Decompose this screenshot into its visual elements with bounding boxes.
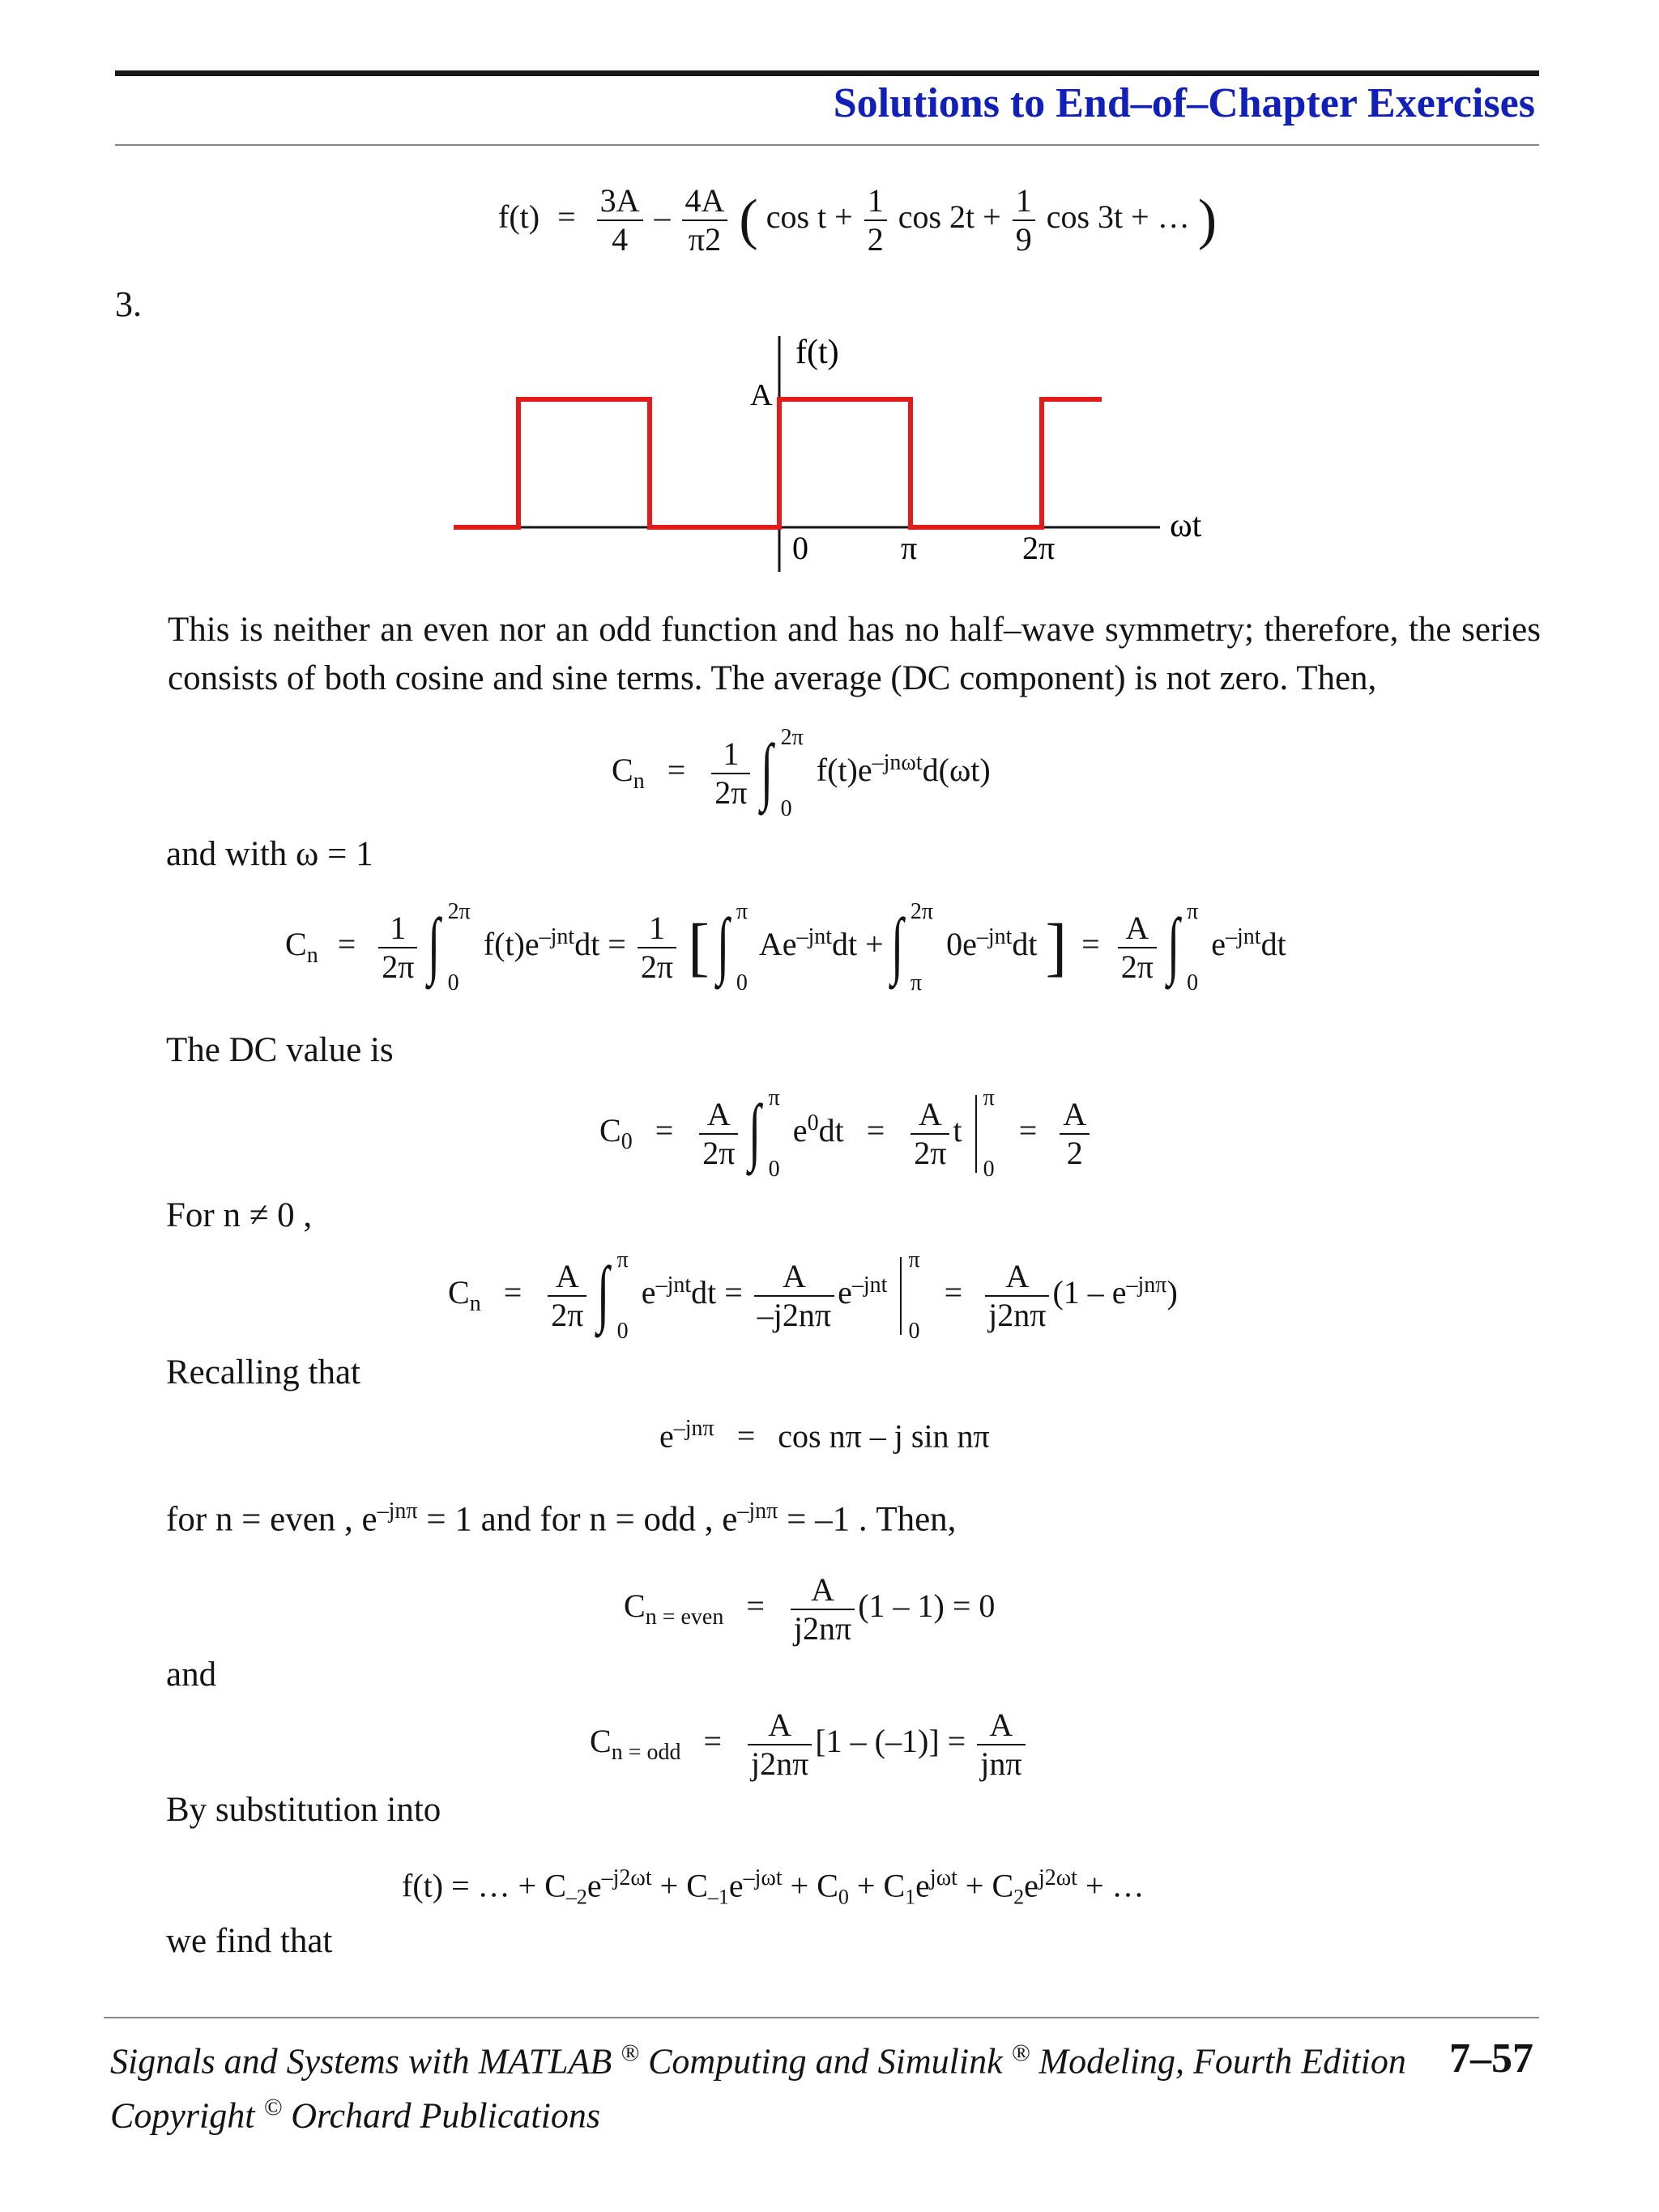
equation-cn-even: $C_{n = even}$ = $\frac{A}{j2n\pi}$ (1 – 1) = 0 <box>624 1571 996 1647</box>
equation-cn-nonzero: $C_n$ = $\frac{A}{2\pi}$ ∫ π 0 $e^{-jnt}dt$ = $\frac{A}{-j2n\pi}$ $e^{-jnt}$ π 0 = $\frac{A}{j2n\pi}$ $(1 - e^{-jn\pi})$ <box>448 1247 1178 1344</box>
text-even-odd-line: for n = even , $e^{-jn\pi} = 1$ and for n = odd , $e^{-jn\pi} = -1$ . Then, <box>166 1498 957 1539</box>
amplitude-label: A <box>750 378 773 412</box>
footer-copyright: Copyright © Orchard Publications <box>110 2094 600 2136</box>
tick-label-2pi: 2π <box>1022 530 1056 566</box>
text-dc-value: The DC value is <box>166 1031 394 1069</box>
paragraph-symmetry: This is neither an even nor an odd function and has no half–wave symmetry; therefore, the series consists of both cosine and sine terms. The average (DC component) is not zero. Then, <box>168 611 1541 697</box>
equation-euler: $e^{-jn\pi} = \cos n\pi - j$ sin nπ <box>659 1416 990 1455</box>
text-and-with-omega: and with ω = 1 <box>166 835 373 873</box>
header-top-rule <box>115 70 1539 76</box>
x-axis-label: ωt <box>1170 507 1202 544</box>
text-by-substitution: By substitution into <box>166 1791 441 1829</box>
equation-c0: $C_0$ = $\frac{A}{2\pi}$ ∫ π 0 $e^0dt$ = $\frac{A}{2\pi}$ t π 0 = $\frac{A}{2}$ <box>599 1085 1093 1183</box>
text-and: and <box>166 1656 217 1694</box>
tick-label-pi: π <box>901 530 918 566</box>
equation-cn-odd: $C_{n = odd}$ = $\frac{A}{j2n\pi}$ [1 – (–1)] = $\frac{A}{\text{jnπ}}$ <box>590 1707 1029 1783</box>
text-we-find-that: we find that <box>166 1922 333 1960</box>
header-bottom-rule <box>115 144 1539 146</box>
footer-rule <box>104 2017 1539 2018</box>
exercise-number: 3. <box>115 284 142 324</box>
text-recalling: Recalling that <box>166 1353 361 1392</box>
equation-fourier-series-result: f(t) = $\frac{3A}{4}$ – $\frac{4A}{\pi 2}$ ( cos t + $\frac{1}{2}$ cos 2t + $\frac{1}{9}$ cos 3t + … ) <box>498 182 1218 258</box>
equation-cn-general: $C_n$ = $\frac{1}{2\pi}$ ∫ 2π 0 $f(t)e^{-jn\omega t}d(\omega t)$ <box>612 725 991 821</box>
page-header-title: Solutions to End–of–Chapter Exercises <box>833 80 1535 126</box>
text-for-n-nonzero: For n ≠ 0 , <box>166 1196 313 1234</box>
square-wave-signal <box>454 399 1102 527</box>
tick-label-0: 0 <box>792 530 808 566</box>
footer-book-title: Signals and Systems with MATLAB ® Computing and Simulink ® Modeling, Fourth Edition <box>110 2039 1406 2082</box>
footer-page-number: 7–57 <box>1449 2035 1533 2082</box>
equation-exponential-series: f(t) = … + $C_{-2}e^{-j2\omega t} + C_{-1}e^{-j\omega t} + C_0 + C_1e^{j\omega t} + C_2e^{j2\omega t}$ + … <box>402 1865 1145 1909</box>
y-axis-label: f(t) <box>795 334 839 371</box>
equation-cn-expanded: $C_n$ = $\frac{1}{2\pi}$ ∫ 2π 0 $f(t)e^{-jnt}dt$ = $\frac{1}{2\pi}$ [ ∫ π 0 $Ae^{-jnt}dt$ + ∫ 2π π $0e^{-jnt}dt$ ] = $\frac{A}{2\pi}$ ∫ π 0 $e^{-jnt}dt$ <box>285 899 1286 995</box>
